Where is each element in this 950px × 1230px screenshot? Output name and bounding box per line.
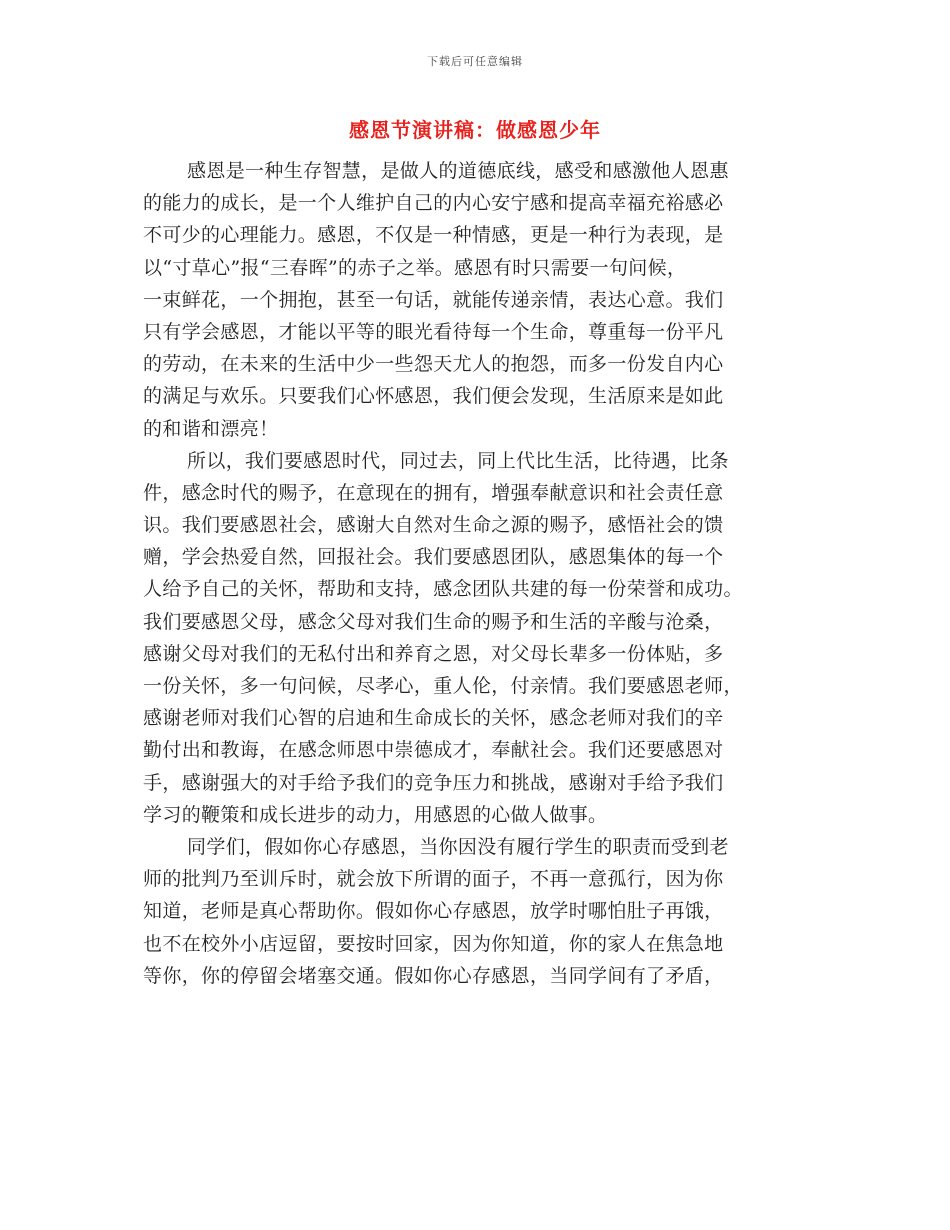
paragraph-line: 手，感谢强大的对手给予我们的竞争压力和挑战，感谢对手给予我们	[143, 771, 724, 794]
document-title: 感恩节演讲稿：做感恩少年	[349, 118, 601, 142]
paragraph-line: 的能力的成长，是一个人维护自己的内心安宁感和提高幸福充裕感必	[143, 192, 724, 215]
paragraph-line: 的和谐和漂亮！	[143, 417, 279, 440]
paragraph-line: 感谢老师对我们心智的启迪和生命成长的关怀，感念老师对我们的辛	[143, 707, 724, 730]
document-body	[143, 155, 805, 992]
paragraph-line: 人给予自己的关怀，帮助和支持，感念团队共建的每一份荣誉和成功。	[143, 578, 743, 601]
paragraph-line: 只有学会感恩，才能以平等的眼光看待每一个生命，尊重每一份平凡	[143, 320, 724, 343]
paragraph-line: 件，感念时代的赐予，在意现在的拥有，增强奉献意识和社会责任意	[143, 481, 724, 504]
paragraph-line: 感恩是一种生存智慧，是做人的道德底线，感受和感激他人恩惠	[187, 160, 729, 182]
paragraph-line: 知道，老师是真心帮助你。假如你心存感恩，放学时哪怕肚子再饿，	[143, 900, 724, 923]
paragraph	[143, 155, 805, 445]
paragraph-line: 同学们，假如你心存感恩，当你因没有履行学生的职责而受到老	[187, 835, 729, 858]
paragraph-line: 所以，我们要感恩时代，同过去，同上代比生活，比待遇，比条	[187, 449, 729, 472]
paragraph-line: 我们要感恩父母，感念父母对我们生命的赐予和生活的辛酸与沧桑，	[143, 610, 724, 633]
paragraph-line: 以“寸草心”报“三春晖”的赤子之举。感恩有时只需要一句问候，	[143, 256, 687, 279]
header-note: 下载后可任意编辑	[427, 55, 523, 68]
paragraph	[143, 831, 805, 992]
paragraph-line: 等你，你的停留会堵塞交通。假如你心存感恩，当同学间有了矛盾，	[143, 964, 724, 987]
paragraph-line: 一份关怀，多一句问候，尽孝心，重人伦，付亲情。我们要感恩老师，	[143, 675, 743, 697]
paragraph-line: 师的批判乃至训斥时，就会放下所谓的面子，不再一意孤行，因为你	[143, 868, 724, 891]
paragraph-line: 一束鲜花，一个拥抱，甚至一句话，就能传递亲情，表达心意。我们	[143, 288, 724, 311]
paragraph-line: 的满足与欢乐。只要我们心怀感恩，我们便会发现，生活原来是如此	[143, 385, 724, 408]
paragraph-line: 赠，学会热爱自然，回报社会。我们要感恩团队，感恩集体的每一个	[143, 546, 724, 569]
paragraph-line: 学习的鞭策和成长进步的动力，用感恩的心做人做事。	[143, 803, 608, 826]
paragraph-line: 也不在校外小店逗留，要按时回家，因为你知道，你的家人在焦急地	[143, 932, 724, 955]
paragraph-line: 不可少的心理能力。感恩，不仅是一种情感，更是一种行为表现，是	[143, 224, 724, 247]
paragraph-line: 感谢父母对我们的无私付出和养育之恩，对父母长辈多一份体贴，多	[143, 642, 724, 665]
paragraph-line: 识。我们要感恩社会，感谢大自然对生命之源的赐予，感悟社会的馈	[143, 514, 724, 537]
paragraph-line: 的劳动，在未来的生活中少一些怨天尤人的抱怨，而多一份发自内心	[143, 353, 724, 376]
paragraph	[143, 445, 805, 831]
paragraph-line: 勤付出和教诲，在感念师恩中崇德成才，奉献社会。我们还要感恩对	[143, 739, 724, 762]
